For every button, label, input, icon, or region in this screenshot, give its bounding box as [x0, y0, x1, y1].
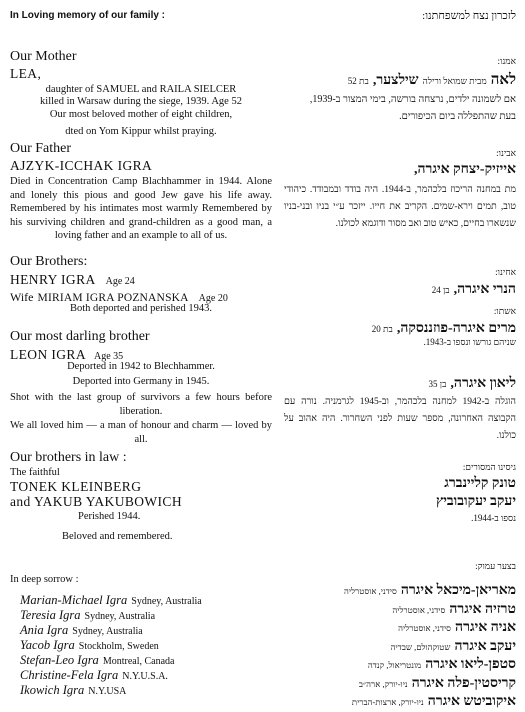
he-mourner-place: ניו-יורק, ארה״ב [358, 678, 408, 689]
brothers-fate: Both deported and perished 1943. [69, 303, 212, 314]
he-inlaw-perished: נספו ב-1944. [471, 513, 516, 523]
he-inlaw-name-1: טונק קליינברג [444, 476, 516, 491]
he-mourner-item [344, 674, 516, 693]
mourner-name: Christine-Fela Igra [20, 668, 119, 682]
he-mourner-place: ניו-יורק, ארצות-הברית [351, 697, 424, 707]
mother-line-3: Our most beloved mother of eight children, [49, 109, 233, 120]
mourner-item [20, 637, 202, 652]
he-mourner-item [344, 600, 516, 619]
he-father-label: אבינו: [496, 148, 516, 158]
henry-line [10, 271, 135, 289]
he-mourn-label: בצער עמוק: [475, 561, 516, 571]
hebrew-heading: לזכרון נצח למשפחתנו: [422, 10, 516, 22]
mourner-place: Sydney, Australia [84, 611, 156, 622]
mourner-item [20, 607, 202, 622]
he-father-text: מת במחנה הריכוז בלכהמר, ב-1944. היה בודד ובמבודד. כיהודי טוב, תמים וירא-שמים. הקריב את חייו. ייזכר ע״י בניו ובני-בניו שנשארו בחיים, כאיש טוב ואב מסור ודוגמא לכולנו. [284, 185, 516, 229]
mourner-item [20, 622, 202, 637]
mourner-place: Sydney, Australia [131, 596, 202, 607]
he-mourner-place: סידני, אוסטרליה [392, 604, 446, 615]
leon-title: Our most darling brother [10, 329, 150, 344]
mourner-place: Montreal, Canada [102, 656, 175, 667]
mourner-item [20, 592, 202, 607]
mother-line-1: daughter of SAMUEL and RAILA SIELCER [45, 84, 237, 95]
he-mother-name-rest: מבית שמואל ורילה [422, 76, 487, 86]
he-mourner-item [344, 637, 516, 656]
inlaw-remembered: Beloved and remembered. [62, 531, 173, 542]
mourner-name: Teresia Igra [20, 608, 81, 622]
he-mourner-item [344, 655, 516, 674]
he-inlaw-label: גיסינו המסורים: [462, 462, 516, 472]
he-henry-name: הנרי איגרה, [453, 282, 516, 297]
wife-name: MIRIAM IGRA POZNANSKA [37, 292, 189, 304]
mother-title: Our Mother [10, 49, 77, 64]
mourn-list [20, 592, 202, 697]
he-wife-label: אשתו: [493, 306, 516, 316]
english-column [10, 0, 272, 709]
he-mother-line-3: בעת שהתפללה ביום הכיפורים. [399, 111, 516, 122]
inlaw-name-1: TONEK KLEINBERG [10, 479, 142, 494]
mourner-name: Stefan-Leo Igra [20, 653, 99, 667]
mourner-place: N.Y.USA [88, 686, 127, 697]
wife-prefix: Wife [10, 290, 34, 304]
mother-line-2: killed in Warsaw during the siege, 1939. Age 52 [40, 96, 242, 107]
inlaw-name-2: and YAKUB YAKUBOWICH [10, 494, 182, 509]
he-mourner-place: סידני, אוסטרליה [343, 586, 397, 596]
he-father-name: אייזיק-יצחק איגרה, [413, 162, 516, 177]
leon-line-1: Deported in 1942 to Blechhammer. [67, 361, 215, 372]
he-mourner-name: איקוביטש איגרה [427, 694, 516, 709]
he-mourner-item [344, 618, 516, 637]
he-mourner-item [344, 581, 516, 600]
he-inlaw-name-2: יעקב יעקובוביץ [435, 494, 516, 509]
leon-name: LEON IGRA [10, 347, 86, 362]
mourner-item [20, 652, 202, 667]
he-wife-age: בת 20 [371, 324, 393, 334]
brothers-title: Our Brothers: [10, 254, 88, 269]
father-text: Died in Concentration Camp Blachhammer in 1944. Alone and lonely this pious and good Jew gave his life away. Remembered by his intimates most warmly Remembered by his surviving children and grand-children as a good man, a loving father and an example to all of us. [10, 176, 272, 241]
he-mother-name: לאה [490, 72, 516, 88]
he-brothers-fate: שניהם גורשו ונספו ב-1943. [423, 337, 516, 347]
he-mourner-place: מונטריאול, קנדה [367, 660, 422, 670]
he-mourner-name: טרזיה איגרה [449, 601, 516, 617]
he-mother-name-line [348, 71, 516, 89]
leon-text-1: Shot with the last group of survivors a few hours before liberation. [10, 392, 272, 417]
inlaw-perished: Perished 1944. [78, 511, 141, 522]
he-mother-label: אמנו: [497, 56, 516, 66]
he-wife-name: מרים איגרה-פוזננסקה, [396, 321, 516, 336]
mourner-item [20, 667, 202, 682]
he-henry-age: בן 24 [431, 285, 450, 295]
mother-line-4: dted on Yom Kippur whilst praying. [65, 126, 217, 137]
english-heading: In Loving memory of our family : [10, 10, 166, 21]
he-leon-age: בן 35 [428, 379, 447, 389]
he-mourner-place: סידני, אוסטרליה [398, 623, 452, 633]
he-mourner-name: מאריאן-מיכאל איגרה [400, 583, 516, 598]
he-leon-line [429, 374, 516, 392]
he-mother-line-2: אם לשמונה ילדים, נרצחה בורשה, בימי המצור ב-1939, [309, 94, 516, 105]
father-title: Our Father [10, 141, 72, 156]
he-mother-age: בת 52 [347, 76, 369, 86]
he-mourner-item [344, 692, 516, 711]
he-mourn-list [344, 581, 516, 711]
he-mourner-name: סטפן-ליאו איגרה [425, 657, 516, 672]
mother-name: LEA, [10, 66, 42, 81]
mourner-place: Stockholm, Sweden [78, 641, 159, 652]
mourner-place: N.Y.U.S.A. [122, 671, 168, 682]
inlaw-faithful: The faithful [10, 467, 60, 478]
he-henry-line [432, 280, 516, 298]
inlaw-title: Our brothers in law : [10, 450, 127, 465]
mourner-name: Marian-Michael Igra [20, 593, 128, 607]
mourner-item [20, 682, 202, 697]
hebrew-column [284, 0, 516, 709]
leon-age: Age 35 [93, 351, 124, 362]
leon-line-2: Deported into Germany in 1945. [72, 376, 210, 387]
mourn-title: In deep sorrow : [10, 574, 79, 585]
he-leon-name: ליאון איגרה, [450, 376, 516, 391]
mourner-name: Yacob Igra [20, 638, 75, 652]
he-mourner-name: אניה איגרה [455, 620, 516, 635]
he-mother-surname: שילצער, [372, 73, 419, 88]
he-mourner-place: שטוקהולם, שבדיה [390, 641, 451, 652]
he-leon-text: הוגלה ב-1942 למחנה בלכהמר, וב-1945 לגרמניה. נורה עם הקבוצה האחרונה, מספר שעות לפני השחרור. היה אהוב על כולנו. [284, 397, 516, 441]
mourner-name: Ania Igra [20, 623, 69, 637]
mourner-name: Ikowich Igra [20, 683, 85, 697]
he-brothers-label: אחינו: [495, 267, 516, 277]
henry-name: HENRY IGRA [10, 272, 96, 287]
mourner-place: Sydney, Australia [72, 626, 143, 637]
wife-age: Age 20 [198, 293, 228, 304]
henry-age: Age 24 [105, 276, 135, 287]
leon-text-2: We all loved him — a man of honour and charm — loved by all. [10, 420, 272, 445]
he-mourner-name: יעקב איגרה [454, 638, 516, 654]
he-wife-line [372, 319, 516, 337]
he-mourner-name: קריסטין-פלה איגרה [411, 675, 516, 691]
father-name: AJZYK-ICCHAK IGRA [10, 158, 153, 173]
